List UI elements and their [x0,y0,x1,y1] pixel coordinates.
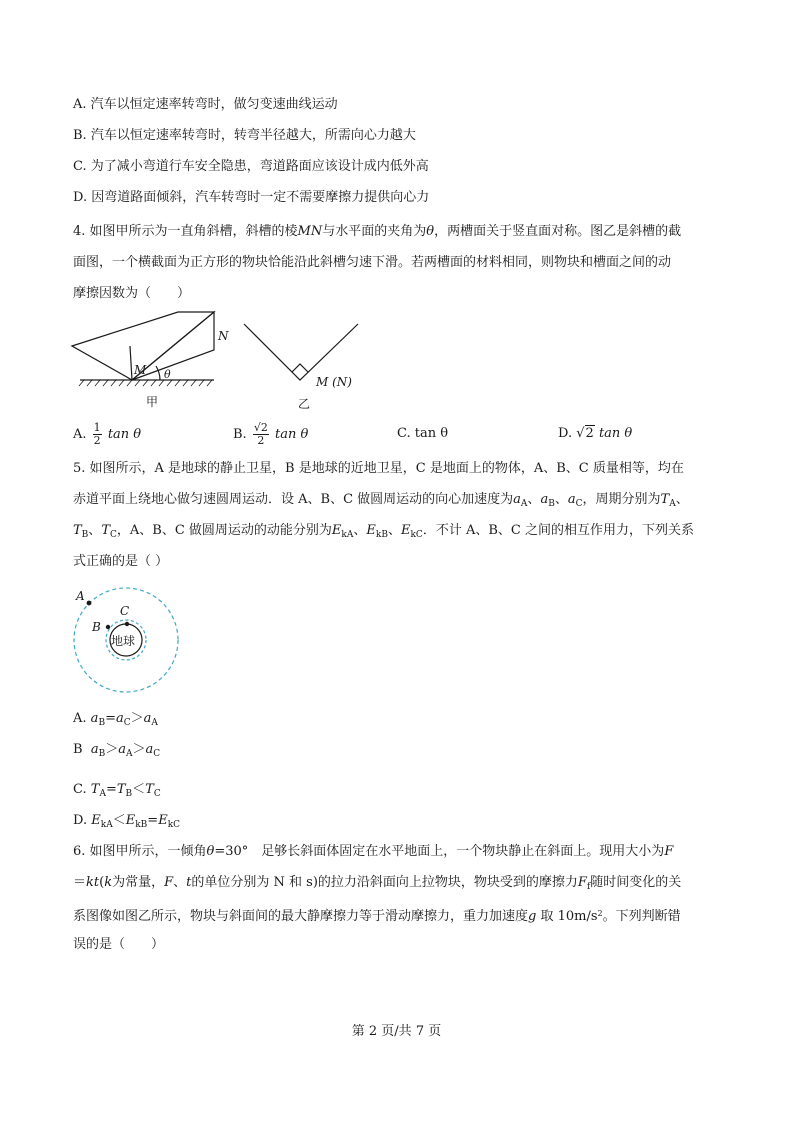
label-earth: 地球 [111,634,136,648]
jia-angle-arc [156,366,160,380]
q4-figure-yi [238,318,368,414]
jia-ground-hatch [79,380,212,386]
q4-mn: MN [297,224,323,239]
q4-figure-jia [70,308,240,414]
page-footer: 第 2 页/共 7 页 [351,1024,442,1039]
q5-orbit-figure [70,584,185,696]
q3-option-c: C. 为了减小弯道行车安全隐患，弯道路面应该设计成内低外高 [73,159,429,174]
q4-theta: θ [426,224,435,239]
jia-label-theta: θ [164,368,171,381]
yi-v-shape [244,324,358,380]
q4-option-b-fraction: $\frac{√2}{2}$ [253,421,268,447]
jia-caption: 甲 [146,395,159,409]
q4-option-c: C. tan θ [397,426,449,441]
q6-stem-line3: 系图像如图乙所示，物块与斜面间的最大静摩擦力等于滑动摩擦力，重力加速度g 取 $10m/s^2$。下列判断错 [73,909,681,924]
jia-label-n: N [218,329,229,343]
q5-option-a: A. $a_B=a_C>a_A$ [73,711,158,728]
q5-stem-line2: 赤道平面上绕地心做匀速圆周运动．设 A、B、C 做圆周运动的向心加速度为$a_A$、$a_B$、$a_C$，周期分别为$T_A$、 [73,492,689,509]
q4-option-b: B. $\frac{√2}{2}$ tan θ [233,421,309,447]
object-c-dot [125,622,129,626]
yi-caption: 乙 [298,397,311,411]
yi-right-angle-mark [292,364,308,372]
q6-stem-line2: ＝kt(k为常量，F、t的单位分别为 N 和 s)的拉力沿斜面向上拉物块，物块受到的摩擦力$F_f$随时间变化的关 [73,875,682,892]
q3-option-d: D. 因弯道路面倾斜，汽车转弯时一定不需要摩擦力提供向心力 [73,190,430,205]
q4-stem-line1: 4. 如图甲所示为一直角斜槽，斜槽的棱MN与水平面的夹角为θ，两槽面关于竖直面对称。图乙是斜槽的截 [73,224,682,239]
satellite-b-dot [106,625,110,629]
q4-option-a-fraction: $\frac{1}{2}$ [93,421,101,447]
jia-label-m: M [134,363,147,377]
q5-stem-line4: 式正确的是（ ） [73,554,169,569]
q6-stem-line1: 6. 如图甲所示，一倾角θ=30° 足够长斜面体固定在水平地面上，一个物块静止在斜面上。现用大小为F [73,844,674,859]
satellite-a-dot [87,601,92,606]
q5-option-c: C. $T_A=T_B<T_C$ [73,782,161,799]
q4-option-a: A. $\frac{1}{2}$ tan θ [73,421,142,447]
label-a: A [76,589,85,603]
label-b: B [92,620,101,634]
q3-option-a: A. 汽车以恒定速率转弯时，做匀变速曲线运动 [73,97,338,112]
q4-option-d: D. √2 tan θ [558,426,633,441]
q4-stem-line3: 摩擦因数为（ ） [73,286,191,301]
jia-vertical-edge [130,346,132,380]
q4-option-d-radicand: 2 [585,426,594,441]
q5-stem-line3: $T_B$、$T_C$，A、B、C 做圆周运动的动能分别为$E_{kA}$、$E_{kB}$、$E_{kC}$．不计 A、B、C 之间的相互作用力，下列关系 [73,523,694,540]
q5-option-d: D. $E_{kA}<E_{kB}=E_{kC}$ [73,813,181,830]
label-c: C [120,604,130,618]
yi-label-mn: M (N) [316,375,352,389]
q5-option-b: B $a_B>a_A>a_C$ [73,742,161,759]
q5-stem-line1: 5. 如图所示，A 是地球的静止卫星，B 是地球的近地卫星，C 是地面上的物体，A、B、C 质量相等，均在 [73,461,684,476]
q4-stem-line2: 面图，一个横截面为正方形的物块恰能沿此斜槽匀速下滑。若两槽面的材料相同，则物块和槽面之间的动 [73,255,672,270]
q3-option-b: B. 汽车以恒定速率转弯时，转弯半径越大，所需向心力越大 [73,128,416,143]
q6-stem-line4: 误的是（ ） [73,937,165,952]
